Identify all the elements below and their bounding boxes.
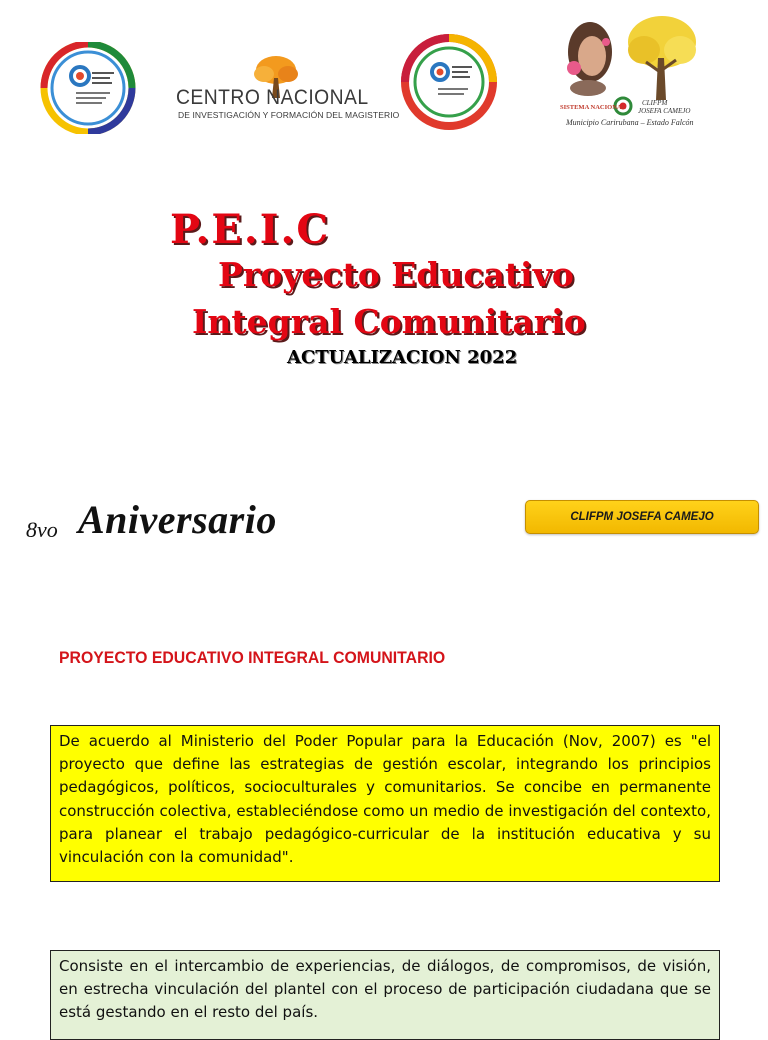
- peic-acronym: P.E.I.C: [170, 206, 331, 253]
- centro-nacional-logo: [170, 52, 400, 122]
- centro-nacional-subtitle: DE INVESTIGACIÓN Y FORMACIÓN DEL MAGISTERIO: [178, 110, 400, 120]
- josefa-camejo-label: JOSEFA CAMEJO: [638, 107, 691, 115]
- municipio-footer: Municipio Carirubana – Estado Falcón: [566, 118, 694, 127]
- title-subtitle: ACTUALIZACION 2022: [287, 347, 518, 368]
- description-text: Consiste en el intercambio de experiencias, de diálogos, de compromisos, de visión, en estrecha vinculación del plantel con el proceso de participación ciudadana que se está gestando en el resto del país.: [59, 957, 711, 1022]
- title-line-2: Integral Comunitario: [192, 302, 586, 341]
- ministerio-seal-logo-center: [400, 32, 498, 132]
- description-box: [50, 950, 720, 1040]
- clifpm-badge: CLIFPM JOSEFA CAMEJO: [525, 500, 759, 534]
- sistema-nacional-label: SISTEMA NACIONAL: [560, 104, 626, 111]
- ministerio-seal-logo-left: [40, 42, 136, 134]
- ministerio-seal-icon: [40, 42, 136, 134]
- title-line-1: Proyecto Educativo: [218, 255, 574, 294]
- clifpm-label: CLIFPM: [642, 99, 668, 107]
- centro-nacional-title: CENTRO NACIONAL: [176, 86, 369, 109]
- definition-text: De acuerdo al Ministerio del Poder Popular para la Educación (Nov, 2007) es "el proyecto que define las estrategias de gestión escolar, integrando los principios pedagógicos, políticos, socioculturales y comunitarios. Se concibe en permanente construcción colectiva, estableciéndose como un medio de investigación del contexto, para planear el trabajo pedagógico-curricular de la institución educativa y su vinculación con la comunidad".: [59, 732, 711, 867]
- ministerio-seal-icon: [400, 32, 498, 132]
- section-heading: PROYECTO EDUCATIVO INTEGRAL COMUNITARIO: [59, 648, 446, 667]
- anniversary-ordinal: 8vo: [26, 517, 58, 542]
- portrait-and-tree-icon: [558, 12, 708, 104]
- anniversary-word: Aniversario: [78, 497, 277, 542]
- sistema-nacional-clifpm-logo: [558, 12, 708, 132]
- definition-box: [50, 725, 720, 882]
